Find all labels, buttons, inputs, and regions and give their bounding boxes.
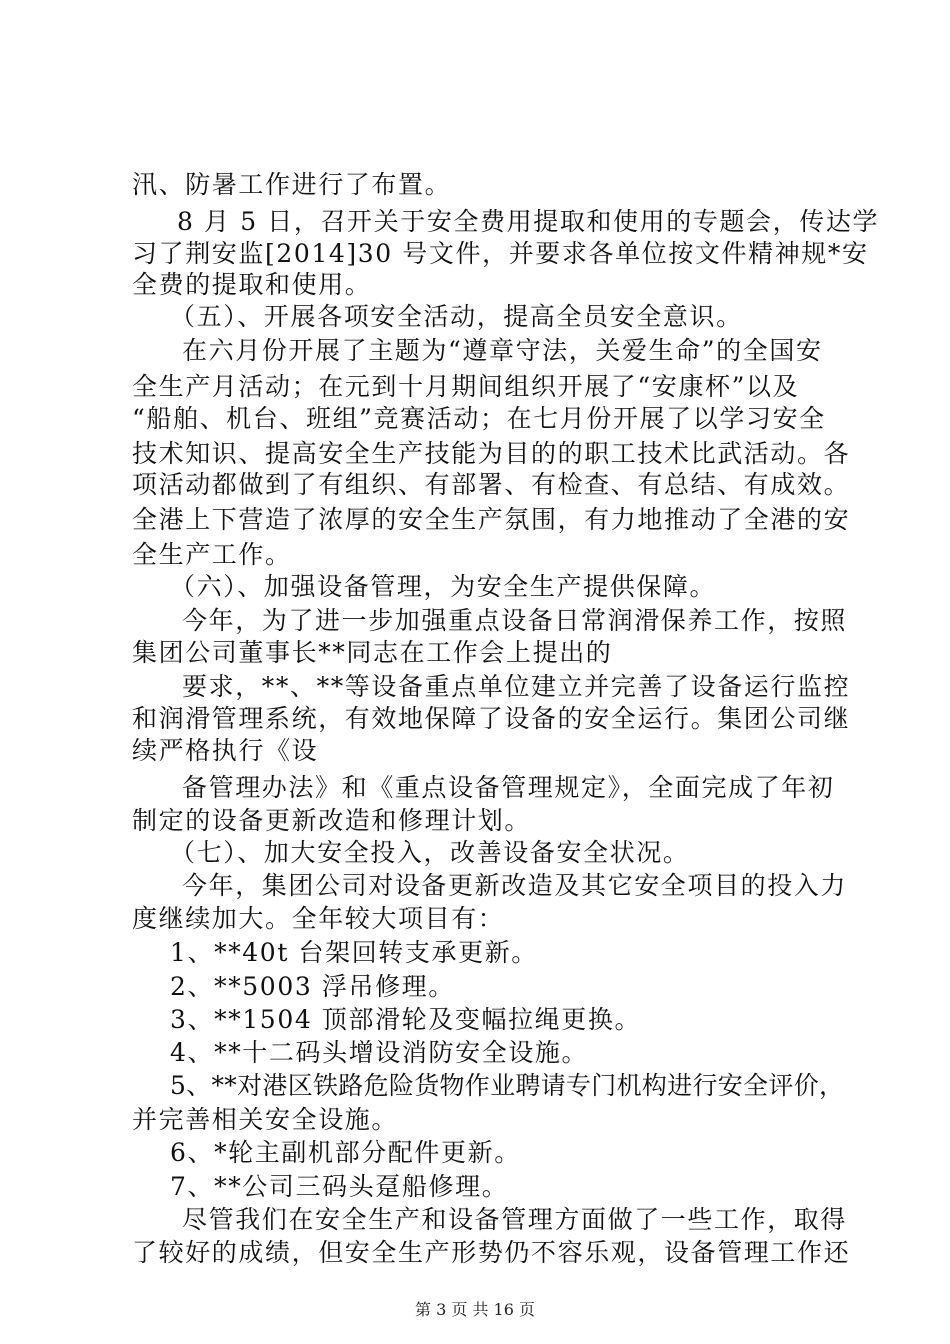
text-line: 今年，集团公司对设备更新改造及其它安全项目的投入力: [182, 871, 848, 900]
text-line: 续严格执行《设: [132, 736, 319, 765]
text-line: 8 月 5 日，召开关于安全费用提取和使用的专题会，传达学: [177, 207, 880, 236]
list-item: 4、**十二码头增设消防安全设施。: [170, 1038, 589, 1067]
text-line: 制定的设备更新改造和修理计划。: [132, 806, 532, 835]
text-line: 技术知识、提高安全生产技能为目的的职工技术比武活动。各: [132, 439, 851, 468]
list-item: 6、*轮主副机部分配件更新。: [170, 1138, 521, 1167]
section-heading: （六）、加强设备管理，为安全生产提供保障。: [170, 572, 717, 601]
text-line: 全生产月活动；在元到十月期间组织开展了“安康杯”以及: [132, 372, 800, 401]
list-item: 1、**40t 台架回转支承更新。: [170, 938, 538, 967]
text-line: 备管理办法》和《重点设备管理规定》，全面完成了年初: [182, 773, 835, 802]
text-line: 度继续加大。全年较大项目有：: [132, 904, 505, 933]
text-line: 全港上下营造了浓厚的安全生产氛围，有力地推动了全港的安: [132, 505, 851, 534]
text-line: 并完善相关安全设施。: [132, 1105, 399, 1134]
text-line: 集团公司董事长**同志在工作会上提出的: [132, 638, 613, 667]
text-line: 汛、防暑工作进行了布置。: [132, 170, 452, 199]
text-line: 项活动都做到了有组织、有部署、有检查、有总结、有成效。: [132, 470, 851, 499]
text-line: 全费的提取和使用。: [132, 270, 372, 299]
section-heading: （五）、开展各项安全活动，提高全员安全意识。: [170, 302, 743, 331]
list-item: 7、**公司三码头趸船修理。: [170, 1172, 509, 1201]
text-line: 要求，**、**等设备重点单位建立并完善了设备运行监控: [182, 672, 851, 701]
text-line: 和润滑管理系统，有效地保障了设备的安全运行。集团公司继: [132, 704, 851, 733]
text-line: 了较好的成绩，但安全生产形势仍不容乐观，设备管理工作还: [132, 1238, 851, 1267]
text-line: 今年，为了进一步加强重点设备日常润滑保养工作，按照: [182, 606, 848, 635]
text-line: “船舶、机台、班组”竞赛活动；在七月份开展了以学习安全: [132, 404, 826, 433]
section-heading: （七）、加大安全投入，改善设备安全状况。: [170, 838, 690, 867]
text-line: 尽管我们在安全生产和设备管理方面做了一些工作，取得: [182, 1205, 848, 1234]
list-item: 2、**5003 浮吊修理。: [170, 972, 455, 1001]
text-line: 在六月份开展了主题为“遵章守法，关爱生命”的全国安: [182, 336, 823, 365]
text-line: 全生产工作。: [132, 540, 292, 569]
text-line: 习了荆安监[2014]30 号文件，并要求各单位按文件精神规*安: [132, 239, 869, 268]
list-item: 5、**对港区铁路危险货物作业聘请专门机构进行安全评价，: [170, 1071, 845, 1100]
list-item: 3、**1504 顶部滑轮及变幅拉绳更换。: [170, 1005, 642, 1034]
page-number: 第 3 页 共 16 页: [415, 1300, 535, 1319]
